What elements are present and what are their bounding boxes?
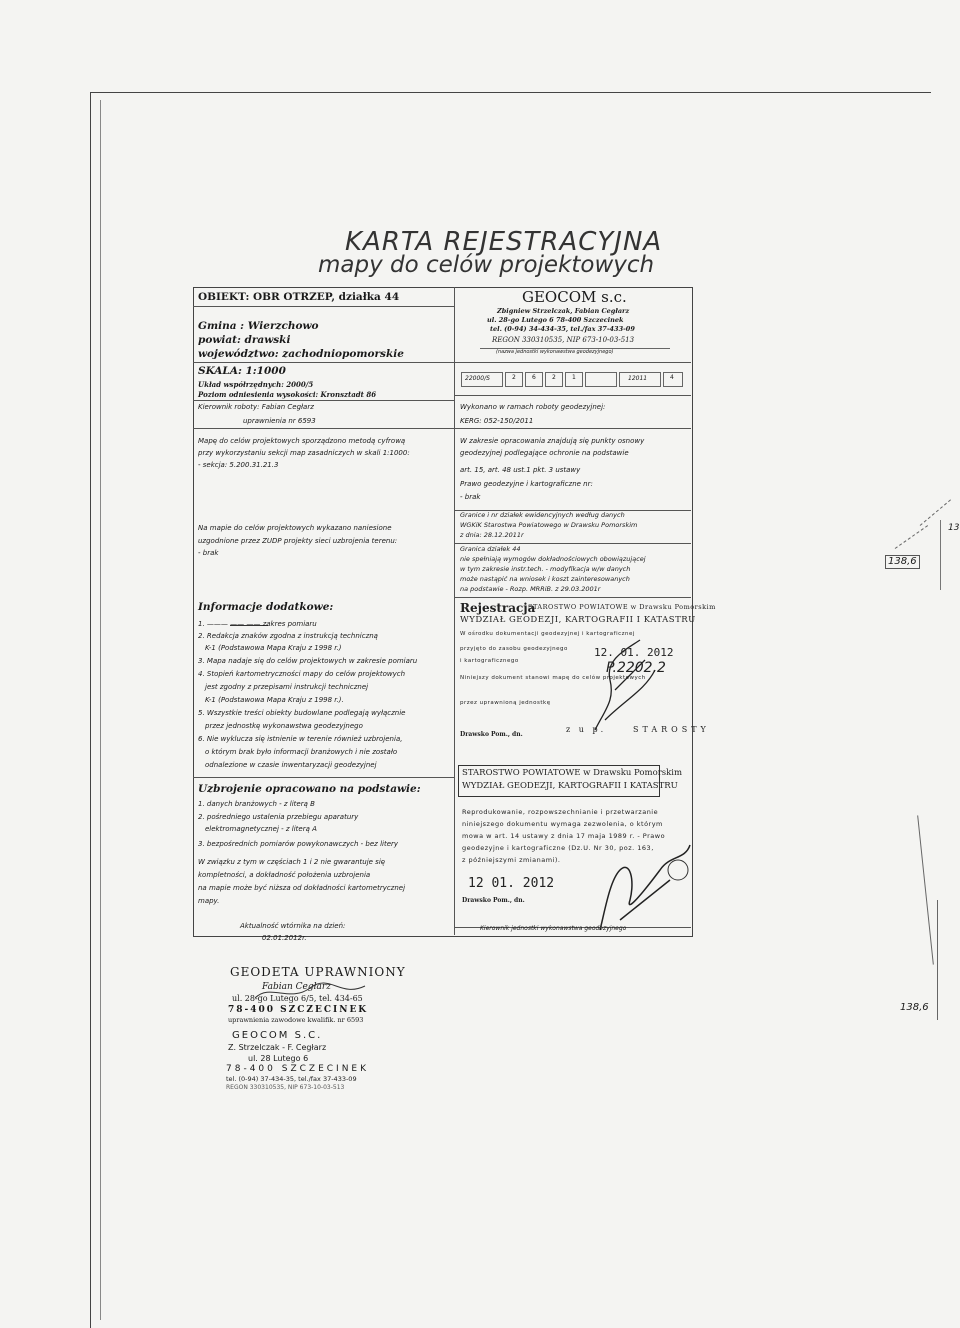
box-7: 4 bbox=[670, 374, 674, 381]
uzg2: uzgodnione przez ZUDP projekty sieci uzbrojenia terenu: bbox=[198, 537, 398, 545]
aktualnosc-label: Aktualność wtórnika na dzień: bbox=[240, 922, 346, 930]
stamp1-sub: WYDZIAŁ GEODEZJI, KARTOGRAFII I KATASTRU bbox=[460, 615, 696, 625]
stamp2-body-2: mowa w art. 14 ustawy z dnia 17 maja 1989 r. - Prawo bbox=[462, 832, 666, 840]
geodeta-l7: Z. Strzelczak - F. Cegłarz bbox=[228, 1043, 327, 1052]
zup-label: z u p. bbox=[566, 725, 607, 734]
margin-value-2: 138,6 bbox=[900, 1002, 929, 1013]
uzbr-line-5: kompletności, a dokładność położenia uzbrojenia bbox=[198, 871, 371, 879]
stamp1-date: 12. 01. 2012 bbox=[594, 646, 674, 659]
info-line-1: 2. Redakcja znaków zgodna z instrukcją techniczną bbox=[198, 632, 378, 640]
geodeta-l10: tel. (0-94) 37-434-35, tel./fax 37-433-09 bbox=[226, 1075, 357, 1083]
granice-1: Granice i nr działek ewidencyjnych według danych bbox=[460, 511, 625, 519]
box-0: 22000/S bbox=[465, 375, 490, 382]
info-line-7: 5. Wszystkie treści obiekty budowlane podlegają wyłącznie bbox=[198, 709, 406, 717]
podpis-caption: Kierownik jednostki wykonawstwa geodezyjnego bbox=[480, 925, 627, 932]
geodeta-l1: GEODETA UPRAWNIONY bbox=[230, 965, 406, 979]
company-owners: Zbigniew Strzelczak, Fabian Cegłarz bbox=[497, 307, 630, 315]
granice-4: Granica działek 44 bbox=[460, 545, 521, 553]
granice-2: WGKiK Starostwa Powiatowego w Drawsku Pomorskim bbox=[460, 521, 638, 529]
wykonano: Wykonano w ramach roboty geodezyjnej: bbox=[460, 403, 606, 411]
center-divider bbox=[454, 287, 455, 935]
info-line-6: K-1 (Podstawowa Mapa Kraju z 1998 r.). bbox=[205, 696, 344, 704]
granice-3: z dnia: 28.12.2011r bbox=[460, 531, 524, 539]
kierownik: Kierownik roboty: Fabian Cegłarz bbox=[198, 403, 314, 411]
geodeta-l4: 78-400 SZCZECINEK bbox=[228, 1005, 369, 1015]
powiat: powiat: drawski bbox=[198, 334, 291, 346]
uzg1: Na mapie do celów projektowych wykazano naniesione bbox=[198, 524, 392, 532]
uzbr-line-0: 1. danych branżowych - z literą B bbox=[198, 800, 315, 808]
zakres-2: geodezyjnej podlegające ochronie na podstawie bbox=[460, 449, 629, 457]
uzbr-header: Uzbrojenie opracowano na podstawie: bbox=[198, 783, 421, 795]
uzbr-line-7: mapy. bbox=[198, 897, 220, 905]
geodeta-signature bbox=[250, 978, 370, 1008]
info-header: Informacje dodatkowe: bbox=[198, 601, 334, 613]
granice-7: może nastąpić na wniosek i koszt zainteresowanych bbox=[460, 575, 630, 583]
obiekt: OBIEKT: OBR OTRZEP, działka 44 bbox=[198, 291, 400, 303]
margin-value-3: 13 bbox=[948, 523, 960, 533]
info-line-3: 3. Mapa nadaje się do celów projektowych w zakresie pomiaru bbox=[198, 657, 418, 665]
margin-value-1: 138,6 bbox=[885, 555, 920, 569]
stamp2-body-3: geodezyjne i kartograficzne (Dz.U. Nr 30, poz. 163, bbox=[462, 844, 654, 852]
uzbr-line-2: elektromagnetycznej - z literą A bbox=[205, 825, 317, 833]
info-line-9: 6. Nie wyklucza się istnienie w terenie również uzbrojenia, bbox=[198, 735, 403, 743]
stamp2-date: 12 01. 2012 bbox=[468, 876, 555, 891]
uzbr-line-3: 3. bezpośrednich pomiarów powykonawczych - bez litery bbox=[198, 840, 399, 848]
box-2: 6 bbox=[532, 374, 536, 381]
info-line-4: 4. Stopień kartometryczności mapy do celów projektowych bbox=[198, 670, 406, 678]
aktualnosc-date: 02.01.2012r. bbox=[262, 934, 307, 942]
geodeta-l6: GEOCOM S.C. bbox=[232, 1030, 323, 1041]
boxes-row bbox=[461, 372, 685, 386]
wojewodztwo: województwo: zachodniopomorskie bbox=[198, 348, 404, 360]
uzbr-line-6: na mapie może być niższa od dokładności kartometrycznej bbox=[198, 884, 406, 892]
company-regon: REGON 330310535, NIP 673-10-03-513 bbox=[492, 336, 635, 344]
stamp2-body-4: z późniejszymi zmianami). bbox=[462, 856, 561, 864]
geodeta-l11: REGON 330310535, NIP 673-10-03-513 bbox=[226, 1084, 345, 1091]
mapa-p2: przy wykorzystaniu sekcji map zasadniczych w skali 1:1000: bbox=[198, 449, 410, 457]
box-6: 12011 bbox=[628, 375, 648, 382]
kerg: KERG: 052-150/2011 bbox=[460, 417, 534, 425]
info-line-0: 1. ——— —— —— zakres pomiaru bbox=[198, 620, 317, 628]
stamp1-body-3: Niniejszy dokument stanowi mapę do celów projektowych bbox=[460, 675, 646, 681]
geodeta-l9: 78-400 SZCZECINEK bbox=[226, 1064, 370, 1074]
card-title: KARTA REJESTRACYJNA bbox=[345, 227, 663, 257]
card-subtitle: mapy do celów projektowych bbox=[318, 252, 655, 278]
geodeta-l2: Fabian Cegłarz bbox=[262, 982, 331, 992]
geodeta-l5: uprawnienia zawodowe kwalifik. nr 6593 bbox=[228, 1016, 364, 1024]
granice-5: nie spełniają wymogów dokładnościowych obowiązującej bbox=[460, 555, 646, 563]
mapa-p1: Mapę do celów projektowych sporządzono metodą cyfrową bbox=[198, 437, 406, 445]
stamp1-body-1: przyjęto do zasobu geodezyjnego bbox=[460, 646, 568, 652]
box-1: 2 bbox=[512, 374, 516, 381]
zakres-1: W zakresie opracowania znajdują się punkty osnowy bbox=[460, 437, 645, 445]
starosty-label: STAROSTY bbox=[633, 725, 710, 734]
uprawnienia: uprawnienia nr 6593 bbox=[243, 417, 316, 425]
zakres-3: art. 15, art. 48 ust.1 pkt. 3 ustawy bbox=[460, 466, 581, 474]
mapa-p3: - sekcja: 5.200.31.21.3 bbox=[198, 461, 279, 469]
skala: SKALA: 1:1000 bbox=[198, 365, 286, 377]
stamp1-number: P.2202.2 bbox=[606, 660, 666, 676]
stamp2-sign: Drawsko Pom., dn. bbox=[462, 897, 525, 904]
zakres-5: - brak bbox=[460, 493, 481, 501]
stamp1-body-4: przez uprawnioną jednostkę bbox=[460, 700, 551, 706]
company-name: GEOCOM s.c. bbox=[522, 288, 627, 306]
uzg3: - brak bbox=[198, 549, 219, 557]
stamp2-sub: WYDZIAŁ GEODEZJI, KARTOGRAFII I KATASTRU bbox=[462, 781, 678, 791]
uzbr-line-4: W związku z tym w częściach 1 i 2 nie gwarantuje się bbox=[198, 858, 386, 866]
zakres-4: Prawo geodezyjne i kartograficzne nr: bbox=[460, 480, 593, 488]
poziom: Poziom odniesienia wysokości: Kronsztadt 86 bbox=[198, 390, 377, 399]
stamp2-title: STAROSTWO POWIATOWE w Drawsku Pomorskim bbox=[462, 768, 683, 778]
left-edge-shadow bbox=[100, 100, 101, 1320]
geodeta-l8: ul. 28 Lutego 6 bbox=[248, 1054, 309, 1063]
company-phone: tel. (0-94) 34-434-35, tel./fax 37-433-09 bbox=[490, 325, 635, 333]
uklad: Układ współrzędnych: 2000/5 bbox=[198, 380, 314, 389]
stamp2-body-1: niniejszego dokumentu wymaga zezwolenia, o którym bbox=[462, 820, 663, 828]
gmina: Gmina : Wierzchowo bbox=[198, 320, 319, 332]
stamp1-body-0: W ośrodku dokumentacji geodezyjnej i kartograficznej bbox=[460, 631, 635, 637]
uzbr-line-1: 2. pośredniego ustalenia przebiegu aparatury bbox=[198, 813, 359, 821]
info-line-5: jest zgodny z przepisami instrukcji technicznej bbox=[205, 683, 369, 691]
stamp1-title: STAROSTWO POWIATOWE w Drawsku Pomorskim bbox=[528, 603, 716, 611]
signature-scribble-1 bbox=[585, 630, 665, 740]
info-line-2: K-1 (Podstawowa Mapa Kraju z 1998 r.) bbox=[205, 644, 342, 652]
geodeta-l3: ul. 28-go Lutego 6/5, tel. 434-65 bbox=[232, 994, 363, 1003]
stamp2-body-0: Reprodukowanie, rozpowszechnianie i przetwarzanie bbox=[462, 808, 659, 816]
info-line-8: przez jednostkę wykonawstwa geodezyjnego bbox=[205, 722, 363, 730]
box-3: 2 bbox=[552, 374, 556, 381]
granice-8: na podstawie - Rozp. MRRiB. z 29.03.2001r bbox=[460, 585, 601, 593]
box-4: 1 bbox=[572, 374, 576, 381]
info-line-10: o którym brak było informacji branżowych i nie zostało bbox=[205, 748, 398, 756]
stamp1-sign: Drawsko Pom., dn. bbox=[460, 731, 523, 738]
info-line-11: odnalezione w czasie inwentaryzacji geodezyjnej bbox=[205, 761, 377, 769]
company-caption: (nazwa jednostki wykonawstwa geodezyjnego) bbox=[496, 349, 614, 355]
stamp1-body-2: i kartograficznego bbox=[460, 658, 519, 664]
stamp1-label: Rejestracja bbox=[460, 601, 536, 615]
granice-6: w tym zakresie instr.tech. - modyfikacja w/w danych bbox=[460, 565, 631, 573]
company-address: ul. 28-go Lutego 6 78-400 Szczecinek bbox=[487, 316, 624, 324]
